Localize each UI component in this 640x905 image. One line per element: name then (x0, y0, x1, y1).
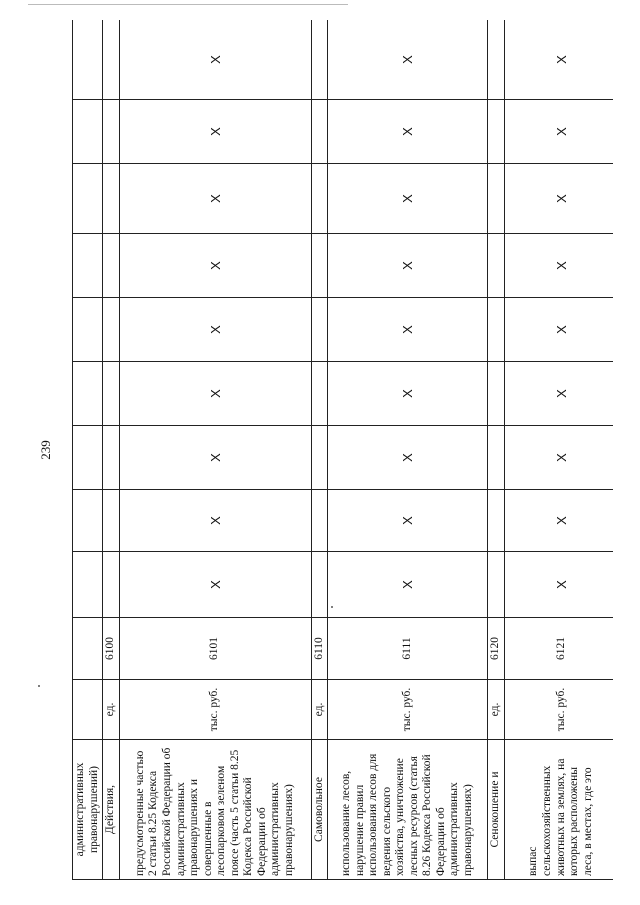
not-applicable-mark: X (328, 552, 488, 618)
empty-cell (488, 164, 505, 234)
scan-artifact-line (28, 4, 348, 5)
not-applicable-mark: X (119, 164, 311, 234)
empty-cell (488, 426, 505, 490)
row-label: использование лесов, нарушение правил использования лесов для ведения сельского хозяйства, уничтожение лесных ресурсов (статья 8.26 Кодекса Российской Федерации об административных правонарушениях) (328, 740, 488, 880)
code-cell: 6100 (103, 618, 120, 680)
empty-cell (103, 298, 120, 362)
not-applicable-mark: X (504, 362, 613, 426)
not-applicable-mark: X (328, 100, 488, 164)
not-applicable-mark: X (119, 426, 311, 490)
empty-cell (488, 20, 505, 100)
empty-cell (73, 426, 103, 490)
code-cell: 6111 (328, 618, 488, 680)
empty-cell (73, 490, 103, 552)
not-applicable-mark: X (119, 362, 311, 426)
unit-cell: ед. (488, 680, 505, 740)
empty-cell (103, 164, 120, 234)
empty-cell (311, 298, 328, 362)
empty-cell (311, 234, 328, 298)
empty-cell (73, 20, 103, 100)
empty-cell (103, 20, 120, 100)
not-applicable-mark: X (328, 490, 488, 552)
empty-cell (311, 20, 328, 100)
row-label: административных правонарушений) (73, 740, 103, 880)
empty-cell (103, 490, 120, 552)
empty-cell (103, 426, 120, 490)
empty-cell (311, 426, 328, 490)
not-applicable-mark: X (504, 20, 613, 100)
unit-cell: тыс. руб. (504, 680, 613, 740)
not-applicable-mark: X (119, 490, 311, 552)
not-applicable-mark: X (328, 234, 488, 298)
not-applicable-mark: X (328, 298, 488, 362)
empty-cell (73, 362, 103, 426)
table-row-detail (504, 20, 613, 880)
not-applicable-mark: X (328, 426, 488, 490)
table-row-carryover (73, 20, 103, 880)
not-applicable-mark: X (328, 164, 488, 234)
unit-cell: ед. (311, 680, 328, 740)
unit-cell: тыс. руб. (119, 680, 311, 740)
row-label: Сенокошение и (488, 740, 505, 880)
not-applicable-mark: X (504, 100, 613, 164)
not-applicable-mark: X (119, 20, 311, 100)
row-label: выпас сельскохозяйственных животных на землях, на которых расположены леса, в местах, где это (504, 740, 613, 880)
not-applicable-mark: X (504, 234, 613, 298)
not-applicable-mark: X (119, 100, 311, 164)
not-applicable-mark: X (119, 552, 311, 618)
empty-cell (73, 680, 103, 740)
code-cell: 6120 (488, 618, 505, 680)
not-applicable-mark: X (328, 20, 488, 100)
empty-cell (488, 298, 505, 362)
empty-cell (103, 552, 120, 618)
scan-artifact-dot (38, 685, 40, 687)
not-applicable-mark: X (504, 490, 613, 552)
rotated-table-container (72, 20, 613, 880)
empty-cell (311, 100, 328, 164)
empty-cell (73, 234, 103, 298)
empty-cell (488, 362, 505, 426)
empty-cell (73, 100, 103, 164)
empty-cell (311, 552, 328, 618)
not-applicable-mark: X (504, 426, 613, 490)
rotated-page-area (72, 20, 613, 880)
code-cell: 6121 (504, 618, 613, 680)
row-label: Самовольное (311, 740, 328, 880)
empty-cell (103, 362, 120, 426)
empty-cell (73, 298, 103, 362)
not-applicable-mark: X (504, 298, 613, 362)
unit-cell: ед. (103, 680, 120, 740)
not-applicable-mark: X (504, 164, 613, 234)
empty-cell (488, 552, 505, 618)
table-row-heading (311, 20, 328, 880)
empty-cell (73, 164, 103, 234)
empty-cell (103, 234, 120, 298)
empty-cell (311, 362, 328, 426)
code-cell: 6101 (119, 618, 311, 680)
not-applicable-mark: X (504, 552, 613, 618)
empty-cell (73, 618, 103, 680)
empty-cell (488, 100, 505, 164)
page-number (36, 435, 56, 465)
code-cell: 6110 (311, 618, 328, 680)
empty-cell (488, 234, 505, 298)
page-number-text: 239 (38, 440, 53, 460)
empty-cell (311, 164, 328, 234)
row-label: Действия, (103, 740, 120, 880)
not-applicable-mark: X (328, 362, 488, 426)
table-row-heading (103, 20, 120, 880)
empty-cell (311, 490, 328, 552)
table-row-detail (328, 20, 488, 880)
empty-cell (103, 100, 120, 164)
not-applicable-mark: X (119, 298, 311, 362)
not-applicable-mark: X (119, 234, 311, 298)
empty-cell (488, 490, 505, 552)
empty-cell (73, 552, 103, 618)
row-label: предусмотренные частью 2 статьи 8.25 Кодекса Российской Федерации об административных правонарушениях и совершенные в лесопарковом зеленом поясе (часть 5 статьи 8.25 Кодекса Российской Федерации об административных правонарушениях) (119, 740, 311, 880)
unit-cell: тыс. руб. (328, 680, 488, 740)
table-row-heading (488, 20, 505, 880)
statistics-form-table (72, 20, 613, 880)
table-row-detail (119, 20, 311, 880)
